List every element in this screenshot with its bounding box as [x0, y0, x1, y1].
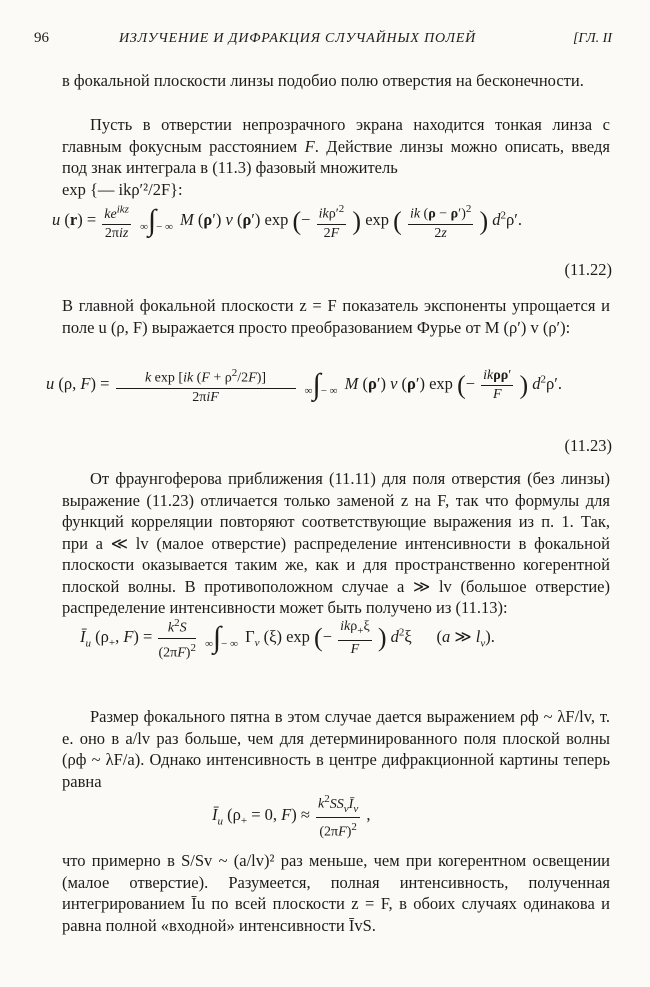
paragraph-2-text-a: Пусть в отверстии непрозрачного экрана находится тонкая линза с главным фокусным расстоянием	[62, 115, 610, 156]
paragraph-2-symbol-f: F	[304, 136, 315, 156]
equation-11-23: u (ρ, F) = $\frac{k \exp [ik (F + \rho^2/2F)]}{\text{2πiF}}$ ∞∫− ∞ M (ρ′) v (ρ′) exp (− $\frac{\text{ikρρ′}}{F}$ ) $d^2\rho'$.	[46, 364, 594, 407]
paragraph-2-text-b: . Действие линзы можно описать, введя под знак интеграла в (11.3) фазовый множитель	[62, 136, 610, 177]
paragraph-5: Размер фокального пятна в этом случае дается выражением ρф ~ λF/lv, т. е. оно в a/lv раз больше, чем для детерминированного поля плоской волны (ρф ~ λF/a). Однако интенсивность в центре дифракционной картины теперь равна	[62, 707, 610, 791]
paragraph-2-text-c: exp {— ikρ′²/2F}:	[62, 179, 183, 199]
running-header	[34, 30, 612, 52]
paragraph-3: В главной фокальной плоскости z = F показатель экспоненты упрощается и поле u (ρ, F) выражается просто преобразованием Фурье от M (ρ′) v (ρ′):	[62, 296, 610, 337]
paragraph-6: что примерно в S/Sv ~ (a/lv)² раз меньше, чем при когерентном освещении (малое отверстие). Разумеется, полная интенсивность, полученная интегрированием Īu по всей плоскости z = F, в обоих случаях одинакова и равна полной «входной» интенсивности ĪvS.	[62, 851, 610, 935]
equation-number-11-22: (11.22)	[564, 260, 612, 279]
equation-number-11-23: (11.23)	[564, 436, 612, 455]
page-number: 96	[34, 30, 49, 46]
equation-center-intensity: $Ī_u$ ($\rho_+ = 0$, F) ≈ $\frac{k^2SS_vĪ_v}{(2\pi F)^2}$ ,	[212, 790, 650, 842]
paragraph-2	[62, 114, 610, 200]
chapter-label: [ГЛ. II	[572, 31, 612, 46]
paragraph-4: От фраунгоферова приближения (11.11) для поля отверстия (без линзы) выражение (11.23) отличается только заменой z на F, так что формулы для функций корреляции повторяют соответствующие выражения из п. 1. Так, при a ≪ lv (малое отверстие) распределение интенсивности в фокальной плоскости оказывается таким же, как и для пространственно когерентной плоской волны. В противоположном случае a ≫ lv (большое отверстие) распределение интенсивности может быть получено из (11.13):	[62, 469, 610, 617]
paragraph-1: в фокальной плоскости линзы подобио полю отверстия на бесконечности.	[62, 71, 584, 90]
equation-intensity-large-aperture: $Ī_u$ ($\rho_+$, F) = $\frac{k^2S}{(2\pi F)^2}$ ∞∫− ∞ $\Gamma_v$ (ξ) exp (− $\frac{ik\rho_+\xi}{F}$ ) $d^2\xi$ (a ≫ $l_v$).	[80, 614, 628, 662]
equation-11-22: u (r) = $\frac{ke^{ikz}}{\text{2πiz}}$ ∞∫− ∞ M (ρ′) v (ρ′) exp (− $\frac{ik\rho'^2}{2F}$ ) exp ( $\frac{ik (\rho - \rho')^2}{2z}$ ) $d^2\rho'$.	[52, 200, 600, 243]
running-title: ИЗЛУЧЕНИЕ И ДИФРАКЦИЯ СЛУЧАЙНЫХ ПОЛЕЙ	[119, 31, 477, 46]
